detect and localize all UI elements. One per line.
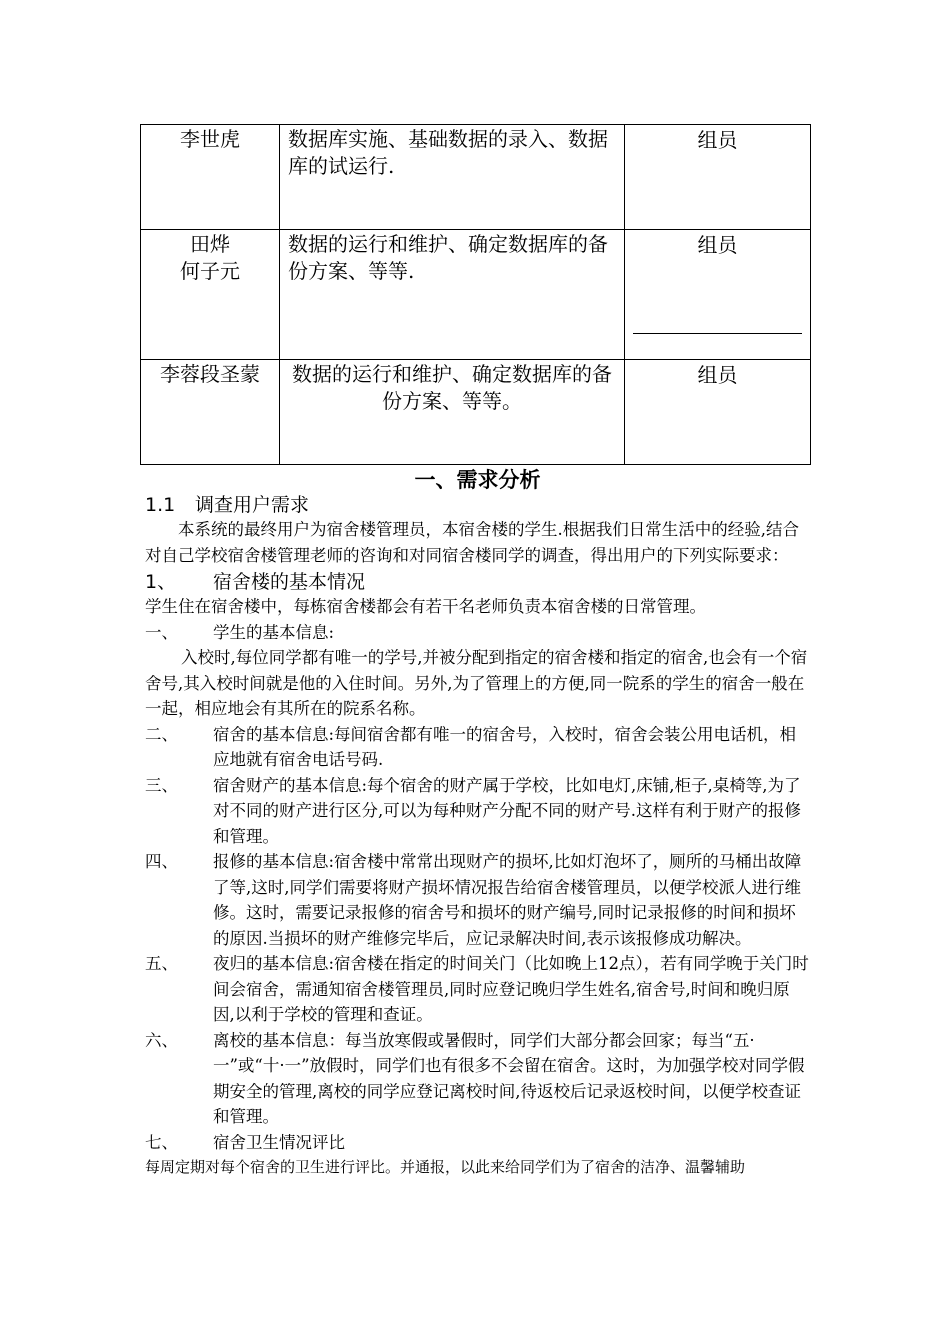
item-number: 四、 xyxy=(145,852,178,871)
list-item xyxy=(145,620,810,646)
list-item xyxy=(145,951,810,1028)
member-role: 组员 xyxy=(697,233,738,257)
table-row xyxy=(141,230,811,360)
member-task-table xyxy=(140,124,811,465)
member-task: 数据的运行和维护、确定数据库的备份方案、等等. xyxy=(280,230,625,360)
member-role: 组员 xyxy=(697,363,738,387)
list-item xyxy=(145,1130,810,1156)
item-number: 一、 xyxy=(145,622,178,642)
subsection-title: 调查用户需求 xyxy=(195,494,310,516)
member-role-lower xyxy=(633,334,802,358)
list-item xyxy=(145,1028,810,1130)
item-number: 六、 xyxy=(145,1030,178,1050)
member-role-cell xyxy=(625,360,811,465)
part-number: 1、 xyxy=(145,571,177,593)
member-name-line-2: 何子元 xyxy=(180,259,240,283)
item-title: 学生的基本信息: xyxy=(213,622,335,642)
item-text: 宿舍卫生情况评比 xyxy=(213,1132,345,1152)
member-role: 组员 xyxy=(697,128,738,152)
item-text: 宿舍的基本信息:每间宿舍都有唯一的宿舍号，入校时，宿舍会装公用电话机，相应地就有宿舍电话号码. xyxy=(213,724,797,769)
intro-paragraph: 本系统的最终用户为宿舍楼管理员，本宿舍楼的学生.根据我们日常生活中的经验,结合对自己学校宿舍楼管理老师的咨询和对同宿舍楼同学的调查，得出用户的下列实际要求： xyxy=(145,520,799,565)
member-role-upper xyxy=(633,231,802,334)
section-heading: 一、需求分析 xyxy=(414,468,541,492)
table-row xyxy=(141,125,811,230)
member-name xyxy=(141,230,280,360)
member-role-cell xyxy=(625,230,811,360)
item-number: 五、 xyxy=(145,954,178,973)
list-item xyxy=(145,773,810,850)
subsection-heading xyxy=(145,493,810,517)
item-text: 离校的基本信息：每当放寒假或暑假时，同学们大部分都会回家；每当“五·一”或“十·一”放假时，同学们也有很多不会留在宿舍。这时，为加强学校对同学假期安全的管理,离校的同学应登记离校时间,待返校后记录返校时间，以便学校查证和管理。 xyxy=(213,1030,805,1126)
item-text: 宿舍财产的基本信息:每个宿舍的财产属于学校，比如电灯,床铺,柜子,桌椅等,为了对不同的财产进行区分,可以为每种财产分配不同的财产号.这样有利于财产的报修和管理。 xyxy=(213,775,801,846)
member-role-cell xyxy=(625,125,811,230)
item-number: 二、 xyxy=(145,724,178,744)
item-number: 三、 xyxy=(145,775,178,795)
item-text: 报修的基本信息:宿舍楼中常常出现财产的损坏,比如灯泡坏了，厕所的马桶出故障了等,这时,同学们需要将财产损坏情况报告给宿舍楼管理员，以便学校派人进行维修。这时，需要记录报修的宿舍号和损坏的财产编号,同时记录报修的时间和损坏的原因.当损坏的财产维修完毕后，应记录解决时间,表示该报修成功解决。 xyxy=(213,852,802,948)
subsection-number: 1.1 xyxy=(145,494,176,516)
member-name-line-1: 田烨 xyxy=(190,232,230,256)
item-text: 夜归的基本信息:宿舍楼在指定的时间关门（比如晚上12点），若有同学晚于关门时间会宿舍，需通知宿舍楼管理员,同时应登记晚归学生姓名,宿舍号,时间和晚归原因,以利于学校的管理和查证。 xyxy=(213,954,809,1024)
hygiene-description: 每周定期对每个宿舍的卫生进行评比。并通报，以此来给同学们为了宿舍的洁净、温馨辅助 xyxy=(145,1158,746,1176)
part-description: 学生住在宿舍楼中，每栋宿舍楼都会有若干名老师负责本宿舍楼的日常管理。 xyxy=(145,597,706,616)
student-info-paragraph: 入校时,每位同学都有唯一的学号,并被分配到指定的宿舍楼和指定的宿舍,也会有一个宿舍号,其入校时间就是他的入住时间。另外,为了管理上的方便,同一院系的学生的宿舍一般在一起，相应地会有其所在的院系名称。 xyxy=(145,648,808,718)
requirements-section xyxy=(145,467,810,1179)
list-item xyxy=(145,722,810,773)
member-name: 李世虎 xyxy=(141,125,280,230)
part-heading xyxy=(145,570,810,594)
part-title: 宿舍楼的基本情况 xyxy=(213,571,366,593)
table-row xyxy=(141,360,811,465)
member-task: 数据的运行和维护、确定数据库的备份方案、等等。 xyxy=(280,360,625,465)
member-name: 李蓉段圣蒙 xyxy=(141,360,280,465)
member-task: 数据库实施、基础数据的录入、数据库的试运行. xyxy=(280,125,625,230)
list-item xyxy=(145,849,810,951)
item-number: 七、 xyxy=(145,1132,178,1152)
